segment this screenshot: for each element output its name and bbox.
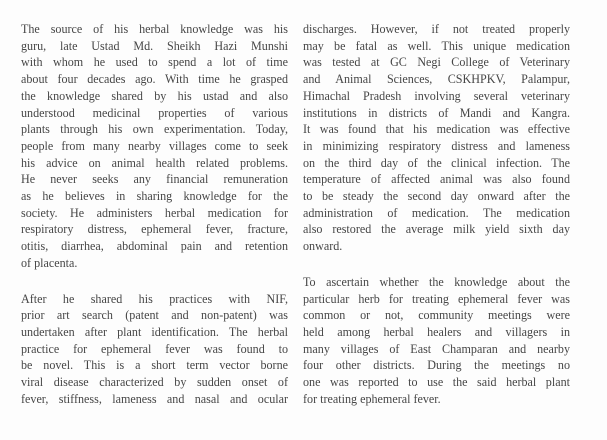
paragraph [303,274,570,408]
text-line: for treating ephemeral fever. [303,391,441,406]
text-line: institutions in districts of Mandi and Kangra. [303,105,570,120]
text-line: may be fatal as well. This unique medication [303,38,570,53]
text-line: people from many nearby villages come to seek [21,138,288,153]
text-line: temperature of affected animal was also found [303,172,570,187]
text-line: onward. [303,239,343,254]
text-line: society. He administers herbal medication for [21,205,288,220]
text-line: was tested at GC Negi College of Veterinary [303,55,570,70]
text-line: The source of his herbal knowledge was his [21,22,288,36]
text-line: common or not, community meetings were [303,308,570,323]
text-line: many villages of East Champaran and nearby [303,341,570,356]
text-line: fever, stiffness, lameness and nasal and ocular [21,391,288,406]
two-column-text-block [21,21,571,407]
text-line: It was found that his medication was effective [303,122,570,137]
text-line: After he shared his practices with NIF, [21,291,288,306]
text-line: To ascertain whether the knowledge about the [303,274,570,289]
paragraph [21,291,288,408]
text-line: four other districts. During the meetings no [303,358,570,373]
text-line: respiratory distress, ephemeral fever, fracture, [21,222,288,237]
text-line: also restored the average milk yield sixth day [303,222,570,237]
text-line: Himachal Pradesh involving several veterinary [303,88,570,103]
text-line: guru, late Ustad Md. Sheikh Hazi Munshi [21,38,288,53]
paragraph [21,21,288,272]
text-line: undertaken after plant identification. The herbal [21,324,288,339]
text-line: discharges. However, if not treated properly [303,22,570,36]
text-line: the knowledge shared by his ustad and also [21,88,288,103]
text-line: otitis, diarrhea, abdominal pain and retention [21,239,288,254]
text-line: held among herbal healers and villagers in [303,324,570,339]
text-line: understood medicinal properties of various [21,105,288,120]
text-line: plants through his own experimentation. Today, [21,122,288,137]
text-line: his advice on animal health related problems. [21,155,288,170]
text-line: viral disease characterized by sudden onset of [21,375,288,390]
text-line: administration of medication. The medication [303,205,570,220]
text-line: be novel. This is a short term vector borne [21,358,288,373]
text-line: prior art search (patent and non-patent) was [21,308,288,323]
text-line: and Animal Sciences, CSKHPKV, Palampur, [303,72,570,87]
text-line: with whom he used to spend a lot of time [21,55,288,70]
text-line: He never seeks any financial remuneration [21,172,288,187]
text-line: in minimizing respiratory distress and lameness [303,138,570,153]
text-column-left [21,21,288,407]
text-line: as he believes in sharing knowledge for the [21,189,288,204]
text-line: about four decades ago. With time he grasped [21,72,288,87]
paragraph [303,21,570,255]
text-line: of placenta. [21,255,78,270]
text-line: one was reported to use the said herbal plant [303,375,570,390]
text-line: particular herb for treating ephemeral fever was [303,291,570,306]
text-line: practice for ephemeral fever was found to [21,341,288,356]
text-line: to be steady the second day onward after the [303,189,570,204]
text-line: on the third day of the clinical infection. The [303,155,570,170]
text-column-right [303,21,570,407]
